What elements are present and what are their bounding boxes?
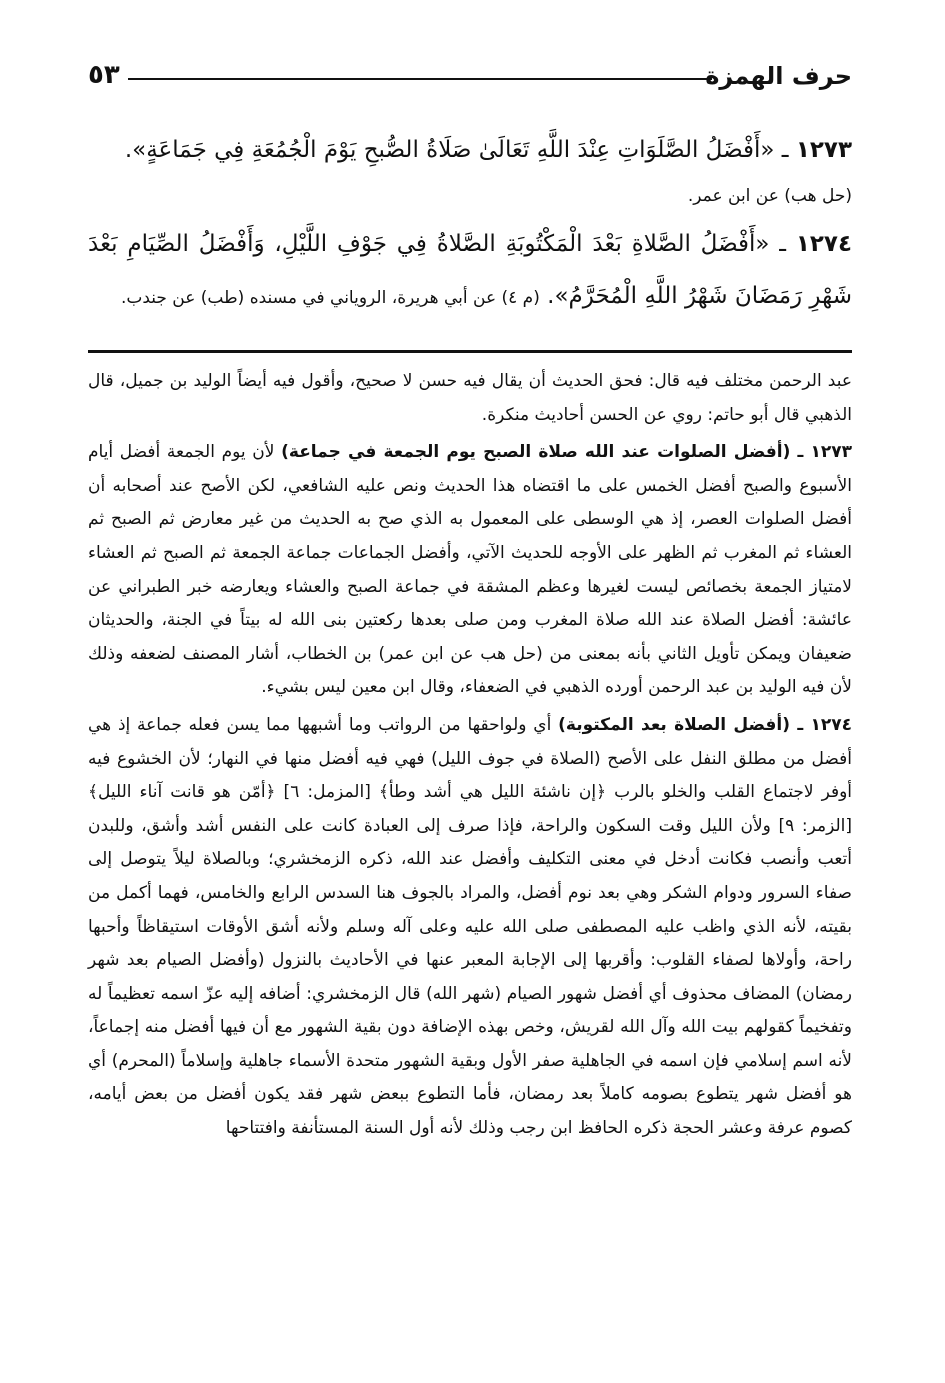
- page-number: ٥٣: [88, 60, 120, 90]
- hadith-body: ـ «أَفْضَلُ الصَّلَوَاتِ عِنْدَ اللَّهِ تَعَالَىٰ صَلَاةُ الصُّبحِ يَوْمَ الْجُمُعَةِ فِي جَمَاعَةٍ».: [124, 137, 789, 163]
- chapter-title: حرف الهمزة: [705, 62, 852, 90]
- footnote-separator: [88, 350, 852, 353]
- commentary-paragraph: [88, 709, 852, 1146]
- hadith-text: [88, 124, 852, 176]
- page-header: [88, 50, 852, 90]
- commentary-lead: ١٢٧٣ ـ (أفضل الصلوات عند الله صلاة الصبح يوم الجمعة في جماعة): [281, 442, 852, 463]
- hadith-reference: (م ٤) عن أبي هريرة، الروياني في مسنده (طب) عن جندب.: [120, 288, 540, 308]
- book-page: [88, 50, 852, 1150]
- hadith-1273: [88, 124, 852, 216]
- commentary-text: عبد الرحمن مختلف فيه قال: فحق الحديث أن يقال فيه حسن لا صحيح، وأقول فيه أيضاً الوليد بن جميل، قال الذهبي قال أبو حاتم: روي عن الحسن أحاديث منكرة.: [88, 371, 852, 425]
- hadith-number: ١٢٧٣: [795, 137, 852, 163]
- commentary-paragraph: [88, 436, 852, 705]
- commentary-text: أي ولواحقها من الرواتب وما أشبهها مما يسن فعله جماعة إذ هي أفضل من مطلق النفل على الأصح (الصلاة في جوف الليل) فهي فيه أفضل منها في النهار؛ لأن الخشوع فيه أوفر لاجتماع القلب والخلو بالرب ﴿إن ناشئة الليل هي أشد وطأ﴾ [المزمل: ٦] ﴿أمّن هو قانت آناء الليل﴾ [الزمر: ٩] ولأن الليل وقت السكون والراحة، فإذا صرف إلى العبادة كانت على النفس أشد وأشق، وللبدن أتعب وأنصب فكانت أدخل في معنى التكليف وأفضل عند الله، ذكره الزمخشري؛ وبالصلاة ليلاً يتوصل إلى صفاء السرور ودوام الشكر وهي بعد نوم أفضل، والمراد بالجوف هنا السدس الرابع والخامس، فهما أكمل من بقيته، لأنه الذي واظب عليه المصطفى صلى الله عليه وعلى آله وسلم ولأنه أشق الأوقات استيقاظاً وأحبها راحة، وأولاها لصفاء القلوب: وأقربها إلى الإجابة المعبر عنها في الأحاديث بالنزول (وأفضل الصيام بعد شهر رمضان) المضاف محذوف أي أفضل شهور الصيام (شهر الله) قال الزمخشري: أضافه إليه عزّ اسمه تعظيماً له وتفخيماً كقولهم بيت الله وآل الله لقريش، وخص بهذه الإضافة دون بقية الشهور مع أن فيها أفضل منه إجماعاً، لأنه اسم إسلامي فإن اسمه في الجاهلية صفر الأول وبقية الشهور متحدة الأسماء جاهلية وإسلاماً (المحرم) أي هو أفضل شهر يتطوع بصومه كاملاً بعد رمضان، فأما التطوع ببعض شهر فقد يكون أفضل من بعض أيامه، كصوم عرفة وعشر الحجة ذكره الحافظ ابن رجب وذلك لأنه أول السنة المستأنفة وافتتاحها: [88, 714, 853, 1139]
- hadith-text: [88, 218, 852, 322]
- hadith-reference: (حل هب) عن ابن عمر.: [687, 186, 852, 206]
- commentary-paragraph: [88, 365, 852, 432]
- hadith-number: ١٢٧٤: [795, 231, 853, 257]
- hadith-body: ـ «أَفْضَلُ الصَّلاةِ بَعْدَ الْمَكْتُوبَةِ الصَّلاةُ فِي جَوْفِ اللَّيْلِ، وَأَفْضَلُ الصِّيَامِ بَعْدَ شَهْرِ رَمَضَانَ شَهْرُ اللَّهِ الْمُحَرَّمُ».: [88, 231, 852, 309]
- commentary: [88, 365, 852, 1146]
- commentary-lead: ١٢٧٤ ـ (أفضل الصلاة بعد المكتوبة): [558, 714, 852, 735]
- hadith-1274: [88, 218, 852, 322]
- commentary-text: لأن يوم الجمعة أفضل أيام الأسبوع والصبح أفضل الخمس على ما اقتضاه هذا الحديث ونص عليه الشافعي، لكن الأصح عند أصحابه أن أفضل الصلوات العصر، إذ هي الوسطى على المعمول به الذي صح به الحديث من غير معارض ثم الصبح ثم العشاء ثم المغرب ثم الظهر على الأوجه للحديث الآتي، وأفضل الجماعات جماعة الجمعة ثم الصبح ثم العشاء لامتياز الجمعة بخصائص ليست لغيرها وعظم المشقة في جماعة الصبح والعشاء ويعارضه خبر الطبراني عن عائشة: أفضل الصلاة عند الله صلاة المغرب ومن صلى بعدها ركعتين بنى الله له بيتاً في الجنة، والحديثان ضعيفان ويمكن تأويل الثاني بأنه بمعنى من (حل هب عن ابن عمر) بن الخطاب، أشار المصنف لضعفه وذلك لأن فيه الوليد بن عبد الرحمن أورده الذهبي في الضعفاء، وقال ابن معين ليس بشيء.: [88, 442, 852, 698]
- header-rule: [128, 78, 712, 80]
